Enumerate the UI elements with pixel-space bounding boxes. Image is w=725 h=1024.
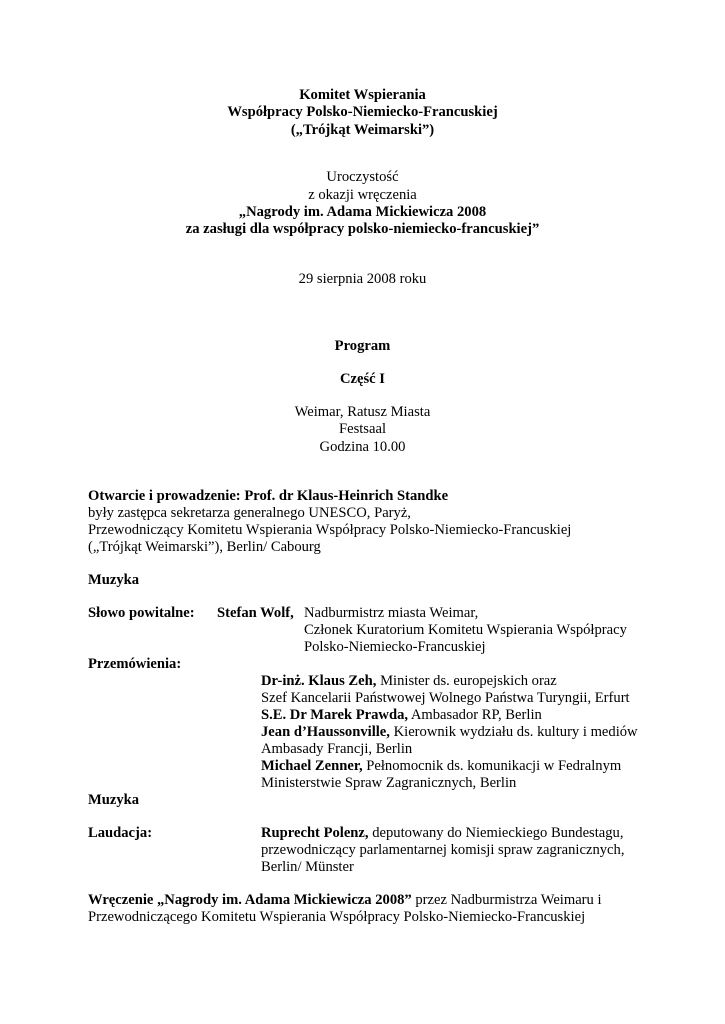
laudation-speaker-name: Ruprecht Polenz, <box>261 825 369 841</box>
speaker-4-desc-line-2: Ministerstwie Spraw Zagranicznych, Berlin <box>261 775 517 791</box>
music-item-2: Muzyka <box>88 792 140 808</box>
organization-name-line-1: Komitet Wspierania <box>299 87 426 103</box>
speaker-1-desc-line-2: Szef Kancelarii Państwowej Wolnego Państwa Turyngii, Erfurt <box>261 690 630 706</box>
program-heading: Program <box>334 338 391 354</box>
speaker-1-desc: Minister ds. europejskich oraz <box>380 673 557 689</box>
speaker-4 <box>261 758 621 776</box>
award-presentation <box>88 892 602 910</box>
opening-heading: Otwarcie i prowadzenie: Prof. dr Klaus-Heinrich Standke <box>88 488 449 504</box>
laudation-speaker-desc: deputowany do Niemieckiego Bundestagu, <box>372 825 624 841</box>
organization-name-line-2: Współpracy Polsko-Niemiecko-Francuskiej <box>227 104 498 120</box>
laudation-speaker <box>261 825 624 843</box>
speaker-2-desc: Ambasador RP, Berlin <box>410 707 542 723</box>
speaker-3-desc-line-2: Ambasady Francji, Berlin <box>261 741 413 757</box>
event-date: 29 sierpnia 2008 roku <box>298 271 427 287</box>
speaker-3-name: Jean d’Haussonville, <box>261 724 390 740</box>
speaker-2-name: S.E. Dr Marek Prawda, <box>261 707 409 723</box>
welcome-speaker-desc-1: Nadburmistrz miasta Weimar, <box>304 605 479 621</box>
venue-line-1: Weimar, Ratusz Miasta <box>294 404 431 420</box>
award-presentation-title: Wręczenie „Nagrody im. Adama Mickiewicza 2008” <box>88 892 412 908</box>
part-heading: Część I <box>340 371 385 387</box>
award-presentation-desc: przez Nadburmistrza Weimaru i <box>415 892 602 908</box>
welcome-speaker-name: Stefan Wolf, <box>217 605 294 621</box>
opening-desc-line-3: („Trójkąt Weimarski”), Berlin/ Cabourg <box>88 539 321 555</box>
award-name-line-2: za zasługi dla współpracy polsko-niemiecko-francuskiej” <box>185 221 540 237</box>
speaker-4-name: Michael Zenner, <box>261 758 363 774</box>
welcome-speaker-desc-2: Członek Kuratorium Komitetu Wspierania Współpracy <box>304 622 627 638</box>
ceremony-subtitle: z okazji wręczenia <box>308 187 417 203</box>
award-presentation-line-2: Przewodniczącego Komitetu Wspierania Współpracy Polsko-Niemiecko-Francuskiej <box>88 909 586 925</box>
opening-desc-line-1: były zastępca sekretarza generalnego UNESCO, Paryż, <box>88 505 411 521</box>
laudation-desc-line-2: przewodniczący parlamentarnej komisji spraw zagranicznych, <box>261 842 625 858</box>
opening-desc-line-2: Przewodniczący Komitetu Wspierania Współpracy Polsko-Niemiecko-Francuskiej <box>88 522 572 538</box>
music-item-1: Muzyka <box>88 572 140 588</box>
welcome-label: Słowo powitalne: <box>88 605 195 621</box>
speaker-3 <box>261 724 638 742</box>
speeches-label: Przemówienia: <box>88 656 182 672</box>
laudation-label: Laudacja: <box>88 825 153 841</box>
speaker-1-name: Dr-inż. Klaus Zeh, <box>261 673 377 689</box>
speaker-1 <box>261 673 557 691</box>
award-name-line-1: „Nagrody im. Adama Mickiewicza 2008 <box>238 204 487 220</box>
event-time: Godzina 10.00 <box>319 439 406 455</box>
ceremony-title: Uroczystość <box>326 169 399 185</box>
welcome-speaker-desc-3: Polsko-Niemiecko-Francuskiej <box>304 639 486 655</box>
organization-name-line-3: („Trójkąt Weimarski”) <box>290 122 435 138</box>
speaker-3-desc: Kierownik wydziału ds. kultury i mediów <box>393 724 638 740</box>
speaker-2 <box>261 707 542 725</box>
speaker-4-desc: Pełnomocnik ds. komunikacji w Fedralnym <box>366 758 622 774</box>
venue-line-2: Festsaal <box>338 421 387 437</box>
laudation-desc-line-3: Berlin/ Münster <box>261 859 354 875</box>
